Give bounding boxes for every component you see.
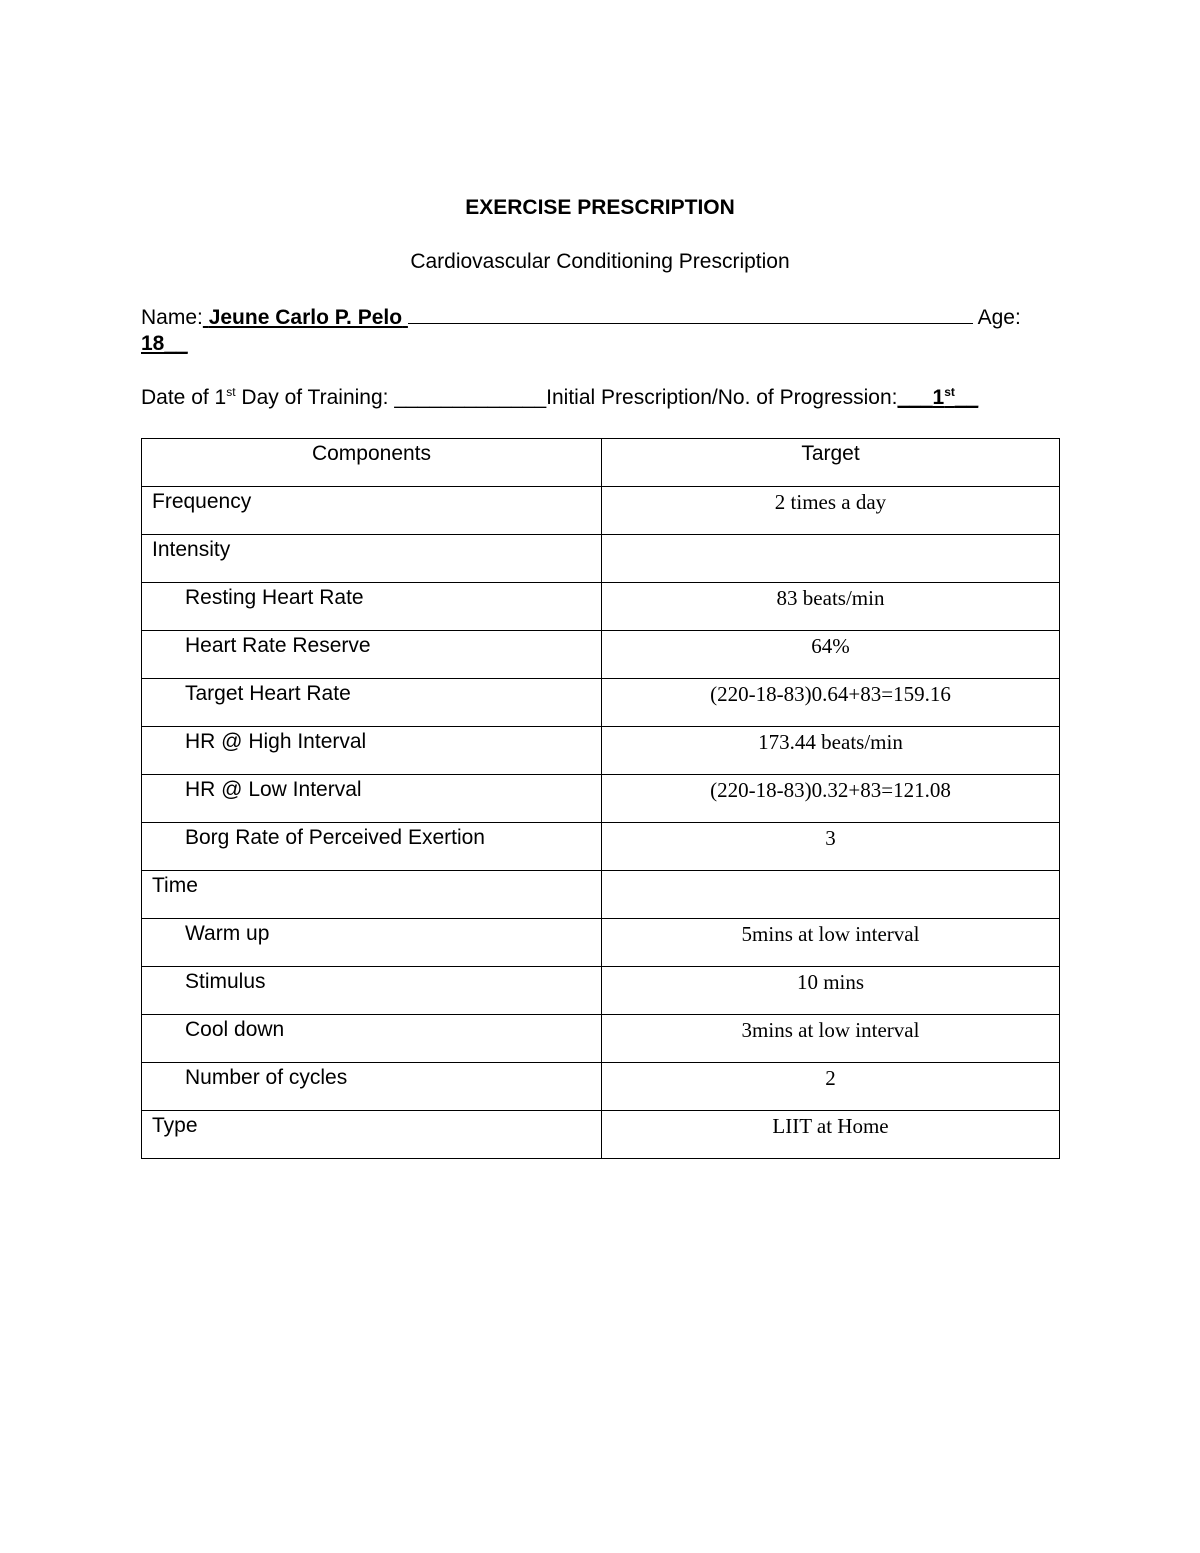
target-cell: 64% — [602, 631, 1060, 679]
prescription-table — [141, 438, 1060, 1159]
component-cell: Number of cycles — [142, 1063, 602, 1111]
target-cell: (220-18-83)0.64+83=159.16 — [602, 679, 1060, 727]
table-row — [142, 487, 1060, 535]
target-cell: LIIT at Home — [602, 1111, 1060, 1159]
table-row — [142, 679, 1060, 727]
name-line — [141, 305, 1059, 330]
table-row — [142, 1111, 1060, 1159]
target-cell: 83 beats/min — [602, 583, 1060, 631]
component-cell: Cool down — [142, 1015, 602, 1063]
column-header-components: Components — [142, 439, 602, 487]
table-row — [142, 1015, 1060, 1063]
date-value: _____________ — [394, 386, 547, 409]
name-value: Jeune Carlo P. Pelo — [208, 306, 403, 329]
target-cell: 10 mins — [602, 967, 1060, 1015]
date-label-ordinal: st — [226, 385, 236, 399]
target-cell — [602, 871, 1060, 919]
document-title: EXERCISE PRESCRIPTION — [465, 196, 735, 219]
table-row — [142, 919, 1060, 967]
table-row — [142, 823, 1060, 871]
table-row — [142, 535, 1060, 583]
table-header-row — [142, 439, 1060, 487]
date-label-post: Day of Training: — [235, 386, 389, 409]
component-cell: Time — [142, 871, 602, 919]
progression-value: ___1st__ — [897, 385, 979, 409]
component-cell: Heart Rate Reserve — [142, 631, 602, 679]
training-date-line — [141, 386, 978, 410]
component-cell: HR @ Low Interval — [142, 775, 602, 823]
component-cell: Type — [142, 1111, 602, 1159]
age-line — [141, 332, 188, 356]
column-header-target: Target — [602, 439, 1060, 487]
component-cell: Warm up — [142, 919, 602, 967]
table-row — [142, 583, 1060, 631]
target-cell: (220-18-83)0.32+83=121.08 — [602, 775, 1060, 823]
component-cell: HR @ High Interval — [142, 727, 602, 775]
component-cell: Resting Heart Rate — [142, 583, 602, 631]
name-label: Name: — [141, 306, 203, 329]
age-value: 18__ — [141, 332, 188, 355]
table-row — [142, 967, 1060, 1015]
table-row — [142, 1063, 1060, 1111]
component-cell: Frequency — [142, 487, 602, 535]
date-label-pre: Date of 1 — [141, 386, 227, 409]
document-subtitle: Cardiovascular Conditioning Prescription — [410, 250, 790, 273]
target-cell: 2 — [602, 1063, 1060, 1111]
table-row — [142, 727, 1060, 775]
table-row — [142, 631, 1060, 679]
component-cell: Borg Rate of Perceived Exertion — [142, 823, 602, 871]
table-row — [142, 871, 1060, 919]
target-cell: 3mins at low interval — [602, 1015, 1060, 1063]
age-label: Age: — [977, 306, 1021, 329]
target-cell: 173.44 beats/min — [602, 727, 1060, 775]
target-cell: 3 — [602, 823, 1060, 871]
target-cell — [602, 535, 1060, 583]
target-cell: 5mins at low interval — [602, 919, 1060, 967]
component-cell: Intensity — [142, 535, 602, 583]
table-row — [142, 775, 1060, 823]
component-cell: Stimulus — [142, 967, 602, 1015]
component-cell: Target Heart Rate — [142, 679, 602, 727]
target-cell: 2 times a day — [602, 487, 1060, 535]
name-underline-fill — [408, 305, 973, 324]
progression-label: Initial Prescription/No. of Progression: — [546, 386, 898, 409]
